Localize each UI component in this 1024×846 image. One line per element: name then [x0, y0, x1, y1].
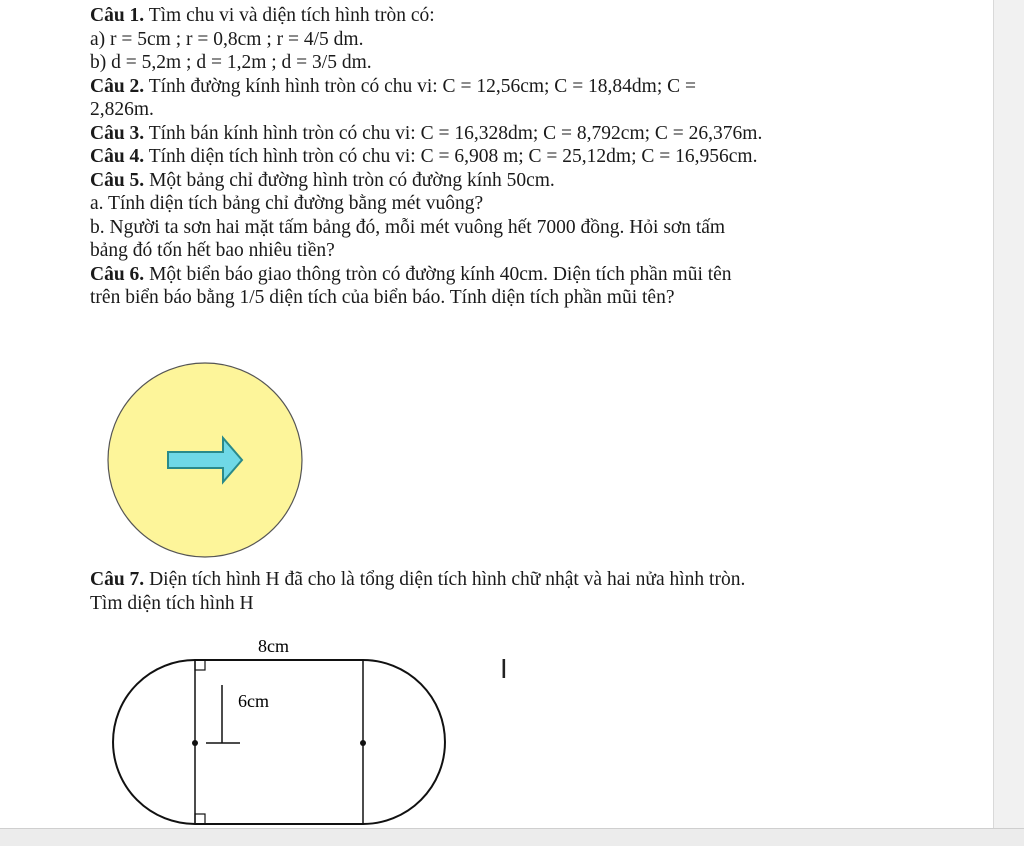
- q1-part-b: b) d = 5,2m ; d = 1,2m ; d = 3/5 dm.: [90, 52, 372, 73]
- q1-label: Câu 1.: [90, 5, 145, 26]
- q1-text: Tìm chu vi và diện tích hình tròn có:: [144, 5, 435, 26]
- traffic-sign-figure: [90, 350, 320, 570]
- q5-line: [90, 169, 890, 193]
- q2-label: Câu 2.: [90, 75, 145, 97]
- bottom-bar: [0, 828, 1024, 846]
- q5-part-b-1: b. Người ta sơn hai mặt tấm bảng đó, mỗi mét vuông hết 7000 đồng. Hỏi sơn tấm: [90, 216, 726, 238]
- q5-part-a: a. Tính diện tích bảng chỉ đường bằng mét vuông?: [90, 193, 484, 214]
- q7-continuation: Tìm diện tích hình H: [90, 593, 254, 614]
- q6-text: Một biển báo giao thông tròn có đường kính 40cm. Diện tích phần mũi tên: [144, 263, 732, 285]
- height-label: 6cm: [238, 691, 269, 711]
- right-angle-bottom: [195, 814, 205, 824]
- width-label: 8cm: [258, 636, 289, 656]
- figure-h: [110, 625, 470, 828]
- q7-line: [90, 568, 910, 592]
- q4-line: [90, 145, 890, 169]
- q3-label: Câu 3.: [90, 122, 145, 144]
- exercise-text: [90, 4, 890, 310]
- q4-label: Câu 4.: [90, 146, 145, 167]
- right-angle-top: [195, 660, 205, 670]
- shape-outline: [113, 660, 445, 824]
- q1-part-a: a) r = 5cm ; r = 0,8cm ; r = 4/5 dm.: [90, 28, 364, 50]
- q2-text: Tính đường kính hình tròn có chu vi: C = 12,56cm; C = 18,84dm; C =: [144, 75, 697, 97]
- q4-text: Tính diện tích hình tròn có chu vi: C = 6,908 m; C = 25,12dm; C = 16,956cm.: [144, 146, 758, 167]
- q1-line: [90, 4, 890, 28]
- q7-text: Diện tích hình H đã cho là tổng diện tích hình chữ nhật và hai nửa hình tròn.: [144, 569, 746, 590]
- q5-text: Một bảng chỉ đường hình tròn có đường kính 50cm.: [144, 169, 555, 191]
- q7-label: Câu 7.: [90, 569, 145, 590]
- q5-label: Câu 5.: [90, 169, 145, 191]
- q3-text: Tính bán kính hình tròn có chu vi: C = 16,328dm; C = 8,792cm; C = 26,376m.: [144, 122, 763, 144]
- q5-part-b-2: bảng đó tốn hết bao nhiêu tiền?: [90, 240, 335, 261]
- text-cursor-icon: I: [500, 655, 508, 685]
- q6-label: Câu 6.: [90, 263, 145, 285]
- q3-line: [90, 122, 890, 146]
- right-center-dot: [360, 740, 366, 746]
- q6-continuation: trên biển báo bằng 1/5 diện tích của biển báo. Tính diện tích phần mũi tên?: [90, 287, 675, 308]
- q2-continuation: 2,826m.: [90, 99, 154, 120]
- q2-line: [90, 75, 890, 99]
- left-center-dot: [192, 740, 198, 746]
- q7-block: [90, 568, 910, 616]
- q6-line: [90, 263, 890, 287]
- window-gutter: [993, 0, 1024, 845]
